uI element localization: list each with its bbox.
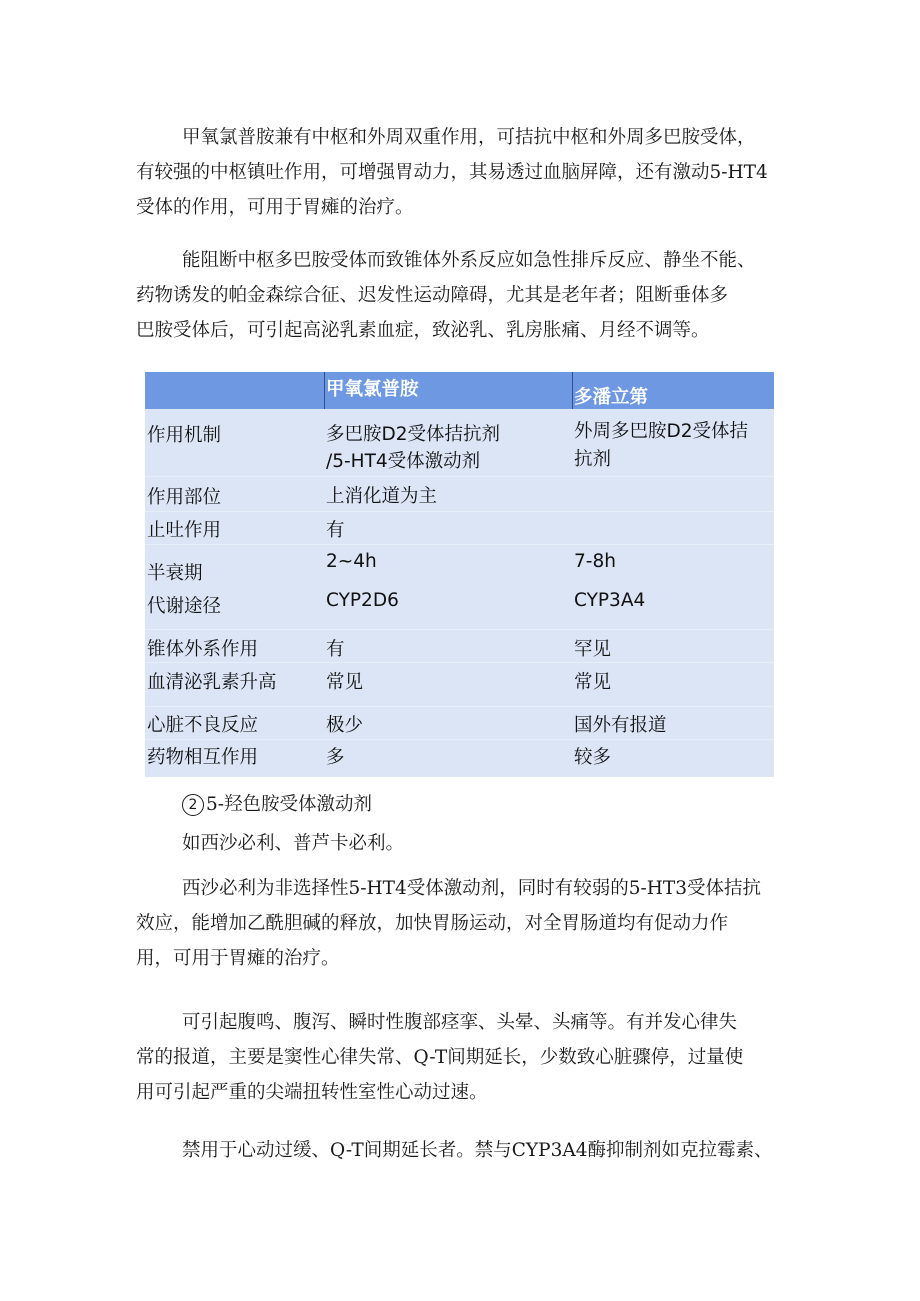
- row-label: 锥体外系作用: [147, 639, 259, 660]
- paragraph-metoclopramide-mechanism: [136, 120, 786, 225]
- text-line: 西沙必利为非选择性5-HT4受体激动剂，同时有较弱的5-HT3受体拮抗: [182, 878, 762, 899]
- paragraph-cisapride-mechanism: [136, 871, 786, 976]
- cell-metoclopramide: 多巴胺D2受体拮抗剂: [326, 424, 501, 445]
- text-line: 效应，能增加乙酰胆碱的释放，加快胃肠运动，对全胃肠道均有促动力作: [136, 913, 729, 934]
- row-divider: [145, 544, 774, 545]
- cell-domperidone: 国外有报道: [574, 715, 667, 736]
- cell-metoclopramide: 常见: [326, 672, 364, 693]
- cell-metoclopramide: CYP2D6: [326, 590, 399, 611]
- header-cell-metoclopramide: 甲氧氯普胺: [326, 379, 419, 400]
- cell-domperidone: 7-8h: [574, 551, 616, 572]
- header-divider: [324, 372, 325, 409]
- cell-metoclopramide: 2~4h: [326, 551, 377, 572]
- cell-metoclopramide: 多: [326, 747, 345, 768]
- cell-domperidone: 常见: [574, 672, 612, 693]
- paragraph-contraindications: [136, 1133, 786, 1168]
- text-line: 如西沙必利、普芦卡必利。: [182, 833, 405, 854]
- row-label: 药物相互作用: [147, 747, 259, 768]
- circled-number: 2: [182, 794, 204, 816]
- text-line: 药物诱发的帕金森综合征、迟发性运动障碍，尤其是老年者；阻断垂体多: [136, 285, 729, 306]
- text-line: 可引起腹鸣、腹泻、瞬时性腹部痉挛、头晕、头痛等。有并发心律失: [182, 1012, 738, 1033]
- paragraph-cisapride-adverse: [136, 1005, 786, 1110]
- text-line: 用，可用于胃瘫的治疗。: [136, 948, 340, 969]
- row-divider: [145, 629, 774, 630]
- cell-metoclopramide: 有: [326, 520, 345, 541]
- row-divider: [145, 706, 774, 707]
- paragraph-examples: [136, 826, 786, 861]
- text-line: 常的报道，主要是窦性心律失常、Q-T间期延长，少数致心脏骤停，过量使: [136, 1047, 744, 1068]
- row-divider: [145, 511, 774, 512]
- section-heading-text: 5-羟色胺受体激动剂: [206, 794, 373, 815]
- cell-metoclopramide: 极少: [326, 715, 364, 736]
- row-label: 止吐作用: [147, 520, 222, 541]
- row-label: 心脏不良反应: [147, 715, 259, 736]
- paragraph-adverse-effects: [136, 243, 786, 348]
- text-line: 禁用于心动过缓、Q-T间期延长者。禁与CYP3A4酶抑制剂如克拉霉素、: [182, 1140, 773, 1161]
- drug-comparison-table: [145, 372, 774, 777]
- cell-domperidone: 抗剂: [574, 449, 612, 470]
- cell-metoclopramide: 有: [326, 639, 345, 660]
- text-line: 巴胺受体后，可引起高泌乳素血症，致泌乳、乳房胀痛、月经不调等。: [136, 320, 710, 341]
- text-line: [136, 787, 786, 822]
- cell-metoclopramide: 上消化道为主: [326, 486, 438, 507]
- text-line: 能阻断中枢多巴胺受体而致锥体外系反应如急性排斥反应、静坐不能、: [182, 250, 756, 271]
- table-header-row: [145, 372, 774, 409]
- text-line: 用可引起严重的尖端扭转性室性心动过速。: [136, 1082, 488, 1103]
- cell-domperidone: 较多: [574, 747, 612, 768]
- row-divider: [145, 476, 774, 477]
- row-label: 作用部位: [147, 487, 222, 508]
- text-line: 有较强的中枢镇吐作用，可增强胃动力，其易透过血脑屏障，还有激动5-HT4: [136, 162, 768, 183]
- text-line: 受体的作用，可用于胃瘫的治疗。: [136, 197, 414, 218]
- cell-domperidone: 外周多巴胺D2受体拮: [574, 421, 749, 442]
- row-label: 作用机制: [147, 425, 222, 446]
- row-label: 血清泌乳素升高: [147, 672, 277, 693]
- cell-metoclopramide: /5-HT4受体激动剂: [326, 451, 481, 472]
- row-label: 半衰期: [147, 563, 203, 584]
- row-label: 代谢途径: [147, 596, 222, 617]
- header-divider: [572, 372, 573, 409]
- text-line: 甲氧氯普胺兼有中枢和外周双重作用，可拮抗中枢和外周多巴胺受体，: [182, 127, 756, 148]
- section-heading: [136, 787, 786, 822]
- cell-domperidone: CYP3A4: [574, 590, 646, 611]
- header-cell-domperidone: 多潘立第: [574, 387, 649, 408]
- cell-domperidone: 罕见: [574, 639, 612, 660]
